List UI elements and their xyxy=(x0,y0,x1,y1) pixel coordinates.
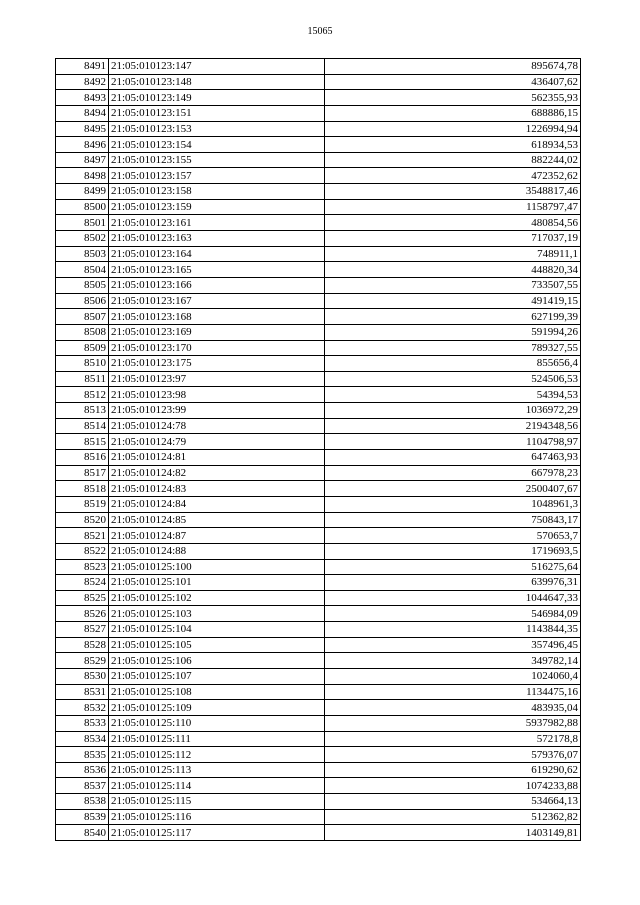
value-cell: 688886,15 xyxy=(325,105,581,121)
value-cell: 562355,93 xyxy=(325,90,581,106)
row-number-cell: 8529 xyxy=(56,653,109,669)
table-row xyxy=(56,700,581,716)
cadastral-number-cell: 21:05:010125:110 xyxy=(109,715,325,731)
table-row xyxy=(56,653,581,669)
value-cell: 2194348,56 xyxy=(325,418,581,434)
row-number-cell: 8528 xyxy=(56,637,109,653)
table-row xyxy=(56,340,581,356)
value-cell: 748911,1 xyxy=(325,246,581,262)
table-row xyxy=(56,637,581,653)
row-number-cell: 8495 xyxy=(56,121,109,137)
row-number-cell: 8518 xyxy=(56,481,109,497)
value-cell: 3548817,46 xyxy=(325,184,581,200)
table-row xyxy=(56,809,581,825)
cadastral-number-cell: 21:05:010123:149 xyxy=(109,90,325,106)
cadastral-number-cell: 21:05:010125:102 xyxy=(109,590,325,606)
table-row xyxy=(56,152,581,168)
row-number-cell: 8507 xyxy=(56,309,109,325)
value-cell: 1134475,16 xyxy=(325,684,581,700)
row-number-cell: 8530 xyxy=(56,668,109,684)
value-cell: 480854,56 xyxy=(325,215,581,231)
row-number-cell: 8502 xyxy=(56,231,109,247)
row-number-cell: 8527 xyxy=(56,622,109,638)
row-number-cell: 8536 xyxy=(56,762,109,778)
value-cell: 789327,55 xyxy=(325,340,581,356)
cadastral-number-cell: 21:05:010125:109 xyxy=(109,700,325,716)
value-cell: 895674,78 xyxy=(325,59,581,75)
value-cell: 546984,09 xyxy=(325,606,581,622)
row-number-cell: 8523 xyxy=(56,559,109,575)
row-number-cell: 8531 xyxy=(56,684,109,700)
row-number-cell: 8537 xyxy=(56,778,109,794)
value-cell: 717037,19 xyxy=(325,231,581,247)
table-row xyxy=(56,496,581,512)
row-number-cell: 8491 xyxy=(56,59,109,75)
table-row xyxy=(56,168,581,184)
table-row xyxy=(56,606,581,622)
table-row xyxy=(56,668,581,684)
row-number-cell: 8538 xyxy=(56,794,109,810)
row-number-cell: 8504 xyxy=(56,262,109,278)
cadastral-number-cell: 21:05:010123:153 xyxy=(109,121,325,137)
table-row xyxy=(56,184,581,200)
cadastral-number-cell: 21:05:010123:98 xyxy=(109,387,325,403)
row-number-cell: 8519 xyxy=(56,496,109,512)
value-cell: 1158797,47 xyxy=(325,199,581,215)
cadastral-number-cell: 21:05:010124:84 xyxy=(109,496,325,512)
cadastral-number-cell: 21:05:010123:175 xyxy=(109,356,325,372)
cadastral-number-cell: 21:05:010123:169 xyxy=(109,324,325,340)
value-cell: 750843,17 xyxy=(325,512,581,528)
table-row xyxy=(56,90,581,106)
cadastral-number-cell: 21:05:010125:101 xyxy=(109,575,325,591)
table-row xyxy=(56,575,581,591)
row-number-cell: 8492 xyxy=(56,74,109,90)
value-cell: 1074233,88 xyxy=(325,778,581,794)
value-cell: 647463,93 xyxy=(325,450,581,466)
table-row xyxy=(56,309,581,325)
cadastral-number-cell: 21:05:010123:97 xyxy=(109,371,325,387)
value-cell: 1048961,3 xyxy=(325,496,581,512)
table-row xyxy=(56,465,581,481)
row-number-cell: 8494 xyxy=(56,105,109,121)
value-cell: 491419,15 xyxy=(325,293,581,309)
row-number-cell: 8509 xyxy=(56,340,109,356)
table-row xyxy=(56,684,581,700)
cadastral-number-cell: 21:05:010125:100 xyxy=(109,559,325,575)
cadastral-number-cell: 21:05:010125:113 xyxy=(109,762,325,778)
table-row xyxy=(56,528,581,544)
value-cell: 1036972,29 xyxy=(325,403,581,419)
row-number-cell: 8515 xyxy=(56,434,109,450)
value-cell: 1403149,81 xyxy=(325,825,581,841)
table-row xyxy=(56,715,581,731)
cadastral-number-cell: 21:05:010124:83 xyxy=(109,481,325,497)
row-number-cell: 8513 xyxy=(56,403,109,419)
row-number-cell: 8510 xyxy=(56,356,109,372)
cadastral-number-cell: 21:05:010123:159 xyxy=(109,199,325,215)
table-row xyxy=(56,324,581,340)
table-row xyxy=(56,59,581,75)
table-row xyxy=(56,622,581,638)
cadastral-number-cell: 21:05:010125:111 xyxy=(109,731,325,747)
registry-table-body xyxy=(56,59,581,841)
value-cell: 524506,53 xyxy=(325,371,581,387)
table-row xyxy=(56,137,581,153)
value-cell: 627199,39 xyxy=(325,309,581,325)
value-cell: 512362,82 xyxy=(325,809,581,825)
table-row xyxy=(56,403,581,419)
value-cell: 591994,26 xyxy=(325,324,581,340)
cadastral-number-cell: 21:05:010123:158 xyxy=(109,184,325,200)
row-number-cell: 8501 xyxy=(56,215,109,231)
row-number-cell: 8498 xyxy=(56,168,109,184)
value-cell: 1044647,33 xyxy=(325,590,581,606)
row-number-cell: 8493 xyxy=(56,90,109,106)
row-number-cell: 8532 xyxy=(56,700,109,716)
table-row xyxy=(56,481,581,497)
cadastral-number-cell: 21:05:010123:157 xyxy=(109,168,325,184)
table-row xyxy=(56,387,581,403)
cadastral-number-cell: 21:05:010124:78 xyxy=(109,418,325,434)
cadastral-number-cell: 21:05:010125:116 xyxy=(109,809,325,825)
row-number-cell: 8514 xyxy=(56,418,109,434)
value-cell: 483935,04 xyxy=(325,700,581,716)
row-number-cell: 8508 xyxy=(56,324,109,340)
row-number-cell: 8525 xyxy=(56,590,109,606)
table-row xyxy=(56,215,581,231)
table-row xyxy=(56,559,581,575)
value-cell: 1024060,4 xyxy=(325,668,581,684)
value-cell: 639976,31 xyxy=(325,575,581,591)
cadastral-number-cell: 21:05:010123:154 xyxy=(109,137,325,153)
table-row xyxy=(56,293,581,309)
row-number-cell: 8500 xyxy=(56,199,109,215)
table-row xyxy=(56,277,581,293)
cadastral-number-cell: 21:05:010123:165 xyxy=(109,262,325,278)
value-cell: 1143844,35 xyxy=(325,622,581,638)
cadastral-number-cell: 21:05:010123:148 xyxy=(109,74,325,90)
registry-table xyxy=(55,58,581,841)
table-row xyxy=(56,74,581,90)
cadastral-number-cell: 21:05:010123:166 xyxy=(109,277,325,293)
row-number-cell: 8499 xyxy=(56,184,109,200)
cadastral-number-cell: 21:05:010125:107 xyxy=(109,668,325,684)
table-row xyxy=(56,762,581,778)
value-cell: 436407,62 xyxy=(325,74,581,90)
value-cell: 667978,23 xyxy=(325,465,581,481)
cadastral-number-cell: 21:05:010125:105 xyxy=(109,637,325,653)
cadastral-number-cell: 21:05:010123:155 xyxy=(109,152,325,168)
row-number-cell: 8517 xyxy=(56,465,109,481)
value-cell: 619290,62 xyxy=(325,762,581,778)
cadastral-number-cell: 21:05:010123:170 xyxy=(109,340,325,356)
table-row xyxy=(56,450,581,466)
row-number-cell: 8539 xyxy=(56,809,109,825)
value-cell: 2500407,67 xyxy=(325,481,581,497)
value-cell: 579376,07 xyxy=(325,747,581,763)
cadastral-number-cell: 21:05:010125:114 xyxy=(109,778,325,794)
table-row xyxy=(56,590,581,606)
row-number-cell: 8526 xyxy=(56,606,109,622)
value-cell: 1226994,94 xyxy=(325,121,581,137)
table-row xyxy=(56,371,581,387)
value-cell: 5937982,88 xyxy=(325,715,581,731)
cadastral-number-cell: 21:05:010125:117 xyxy=(109,825,325,841)
cadastral-number-cell: 21:05:010125:108 xyxy=(109,684,325,700)
cadastral-number-cell: 21:05:010123:99 xyxy=(109,403,325,419)
table-row xyxy=(56,434,581,450)
cadastral-number-cell: 21:05:010123:147 xyxy=(109,59,325,75)
value-cell: 882244,02 xyxy=(325,152,581,168)
table-row xyxy=(56,731,581,747)
table-row xyxy=(56,778,581,794)
row-number-cell: 8512 xyxy=(56,387,109,403)
cadastral-number-cell: 21:05:010125:104 xyxy=(109,622,325,638)
table-row xyxy=(56,825,581,841)
cadastral-number-cell: 21:05:010125:112 xyxy=(109,747,325,763)
cadastral-number-cell: 21:05:010124:88 xyxy=(109,543,325,559)
table-row xyxy=(56,356,581,372)
table-row xyxy=(56,418,581,434)
row-number-cell: 8496 xyxy=(56,137,109,153)
value-cell: 349782,14 xyxy=(325,653,581,669)
row-number-cell: 8516 xyxy=(56,450,109,466)
row-number-cell: 8506 xyxy=(56,293,109,309)
value-cell: 570653,7 xyxy=(325,528,581,544)
cadastral-number-cell: 21:05:010123:163 xyxy=(109,231,325,247)
value-cell: 1104798,97 xyxy=(325,434,581,450)
table-row xyxy=(56,262,581,278)
value-cell: 855656,4 xyxy=(325,356,581,372)
cadastral-number-cell: 21:05:010125:106 xyxy=(109,653,325,669)
cadastral-number-cell: 21:05:010124:82 xyxy=(109,465,325,481)
row-number-cell: 8522 xyxy=(56,543,109,559)
row-number-cell: 8533 xyxy=(56,715,109,731)
value-cell: 448820,34 xyxy=(325,262,581,278)
page-number: 15065 xyxy=(307,26,333,37)
row-number-cell: 8524 xyxy=(56,575,109,591)
table-row xyxy=(56,199,581,215)
row-number-cell: 8503 xyxy=(56,246,109,262)
row-number-cell: 8534 xyxy=(56,731,109,747)
value-cell: 54394,53 xyxy=(325,387,581,403)
row-number-cell: 8521 xyxy=(56,528,109,544)
row-number-cell: 8535 xyxy=(56,747,109,763)
row-number-cell: 8505 xyxy=(56,277,109,293)
table-row xyxy=(56,747,581,763)
row-number-cell: 8497 xyxy=(56,152,109,168)
value-cell: 618934,53 xyxy=(325,137,581,153)
value-cell: 572178,8 xyxy=(325,731,581,747)
cadastral-number-cell: 21:05:010123:164 xyxy=(109,246,325,262)
value-cell: 516275,64 xyxy=(325,559,581,575)
cadastral-number-cell: 21:05:010124:79 xyxy=(109,434,325,450)
table-row xyxy=(56,105,581,121)
table-row xyxy=(56,246,581,262)
cadastral-number-cell: 21:05:010125:103 xyxy=(109,606,325,622)
table-row xyxy=(56,794,581,810)
value-cell: 534664,13 xyxy=(325,794,581,810)
cadastral-number-cell: 21:05:010123:167 xyxy=(109,293,325,309)
cadastral-number-cell: 21:05:010124:81 xyxy=(109,450,325,466)
table-row xyxy=(56,231,581,247)
cadastral-number-cell: 21:05:010125:115 xyxy=(109,794,325,810)
value-cell: 357496,45 xyxy=(325,637,581,653)
cadastral-number-cell: 21:05:010123:161 xyxy=(109,215,325,231)
cadastral-number-cell: 21:05:010123:151 xyxy=(109,105,325,121)
table-row xyxy=(56,512,581,528)
value-cell: 1719693,5 xyxy=(325,543,581,559)
cadastral-number-cell: 21:05:010124:85 xyxy=(109,512,325,528)
table-row xyxy=(56,543,581,559)
row-number-cell: 8520 xyxy=(56,512,109,528)
cadastral-number-cell: 21:05:010124:87 xyxy=(109,528,325,544)
table-row xyxy=(56,121,581,137)
value-cell: 472352,62 xyxy=(325,168,581,184)
row-number-cell: 8511 xyxy=(56,371,109,387)
cadastral-number-cell: 21:05:010123:168 xyxy=(109,309,325,325)
row-number-cell: 8540 xyxy=(56,825,109,841)
value-cell: 733507,55 xyxy=(325,277,581,293)
